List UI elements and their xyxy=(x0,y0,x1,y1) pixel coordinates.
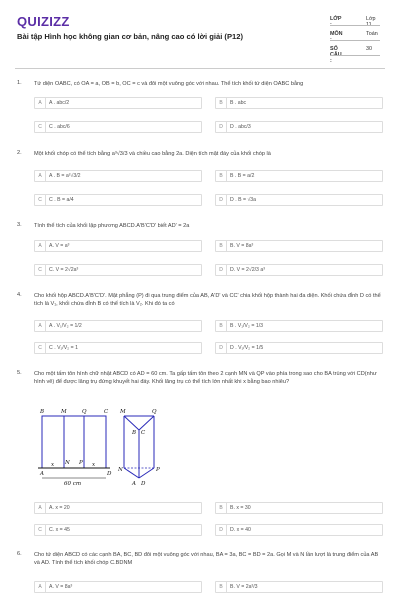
prism-label-c: C xyxy=(141,430,146,436)
option-a[interactable] xyxy=(34,502,202,514)
option-b[interactable] xyxy=(215,320,383,332)
question-number: 4. xyxy=(17,292,22,298)
option-letter: A xyxy=(35,321,46,331)
document-title: Bài tập Hình học không gian cơ bản, nâng cao có lời giải (P12) xyxy=(17,32,243,41)
question-number: 6. xyxy=(17,551,22,557)
label-x-left: x xyxy=(51,462,55,468)
question-text: Tứ diện OABC, có OA = a, OB = b, OC = c và đôi một vuông góc với nhau. Thể tích khối tứ diện OABC bằng xyxy=(34,81,304,87)
option-letter: A xyxy=(35,241,46,251)
option-text: D . B = √3a xyxy=(230,197,257,203)
option-letter: D xyxy=(216,525,227,535)
option-text: A. V = 8a³ xyxy=(49,584,73,590)
class-label: LỚP : xyxy=(330,16,342,28)
option-d[interactable] xyxy=(215,264,383,276)
option-text: B. V = 8a³ xyxy=(230,243,254,249)
option-b[interactable] xyxy=(215,502,383,514)
prism-label-m: M xyxy=(120,409,126,415)
meta-divider xyxy=(330,40,380,41)
option-text: B . V₁/V₂ = 1/3 xyxy=(230,323,264,329)
option-b[interactable] xyxy=(215,170,383,182)
option-text: A . abc/2 xyxy=(49,100,70,106)
option-d[interactable] xyxy=(215,342,383,354)
option-letter: B xyxy=(216,582,227,592)
sheet-rectangle xyxy=(42,416,106,468)
option-text: C . V₁/V₂ = 1 xyxy=(49,345,78,351)
option-c[interactable] xyxy=(34,264,202,276)
quizizz-logo: QUIZIZZ xyxy=(17,14,70,29)
option-letter: C xyxy=(35,265,46,275)
option-letter: D xyxy=(216,343,227,353)
option-text: A. x = 20 xyxy=(49,505,70,511)
question-number: 1. xyxy=(17,80,22,86)
option-c[interactable] xyxy=(34,524,202,536)
option-text: A . V₁/V₂ = 1/2 xyxy=(49,323,82,329)
option-letter: C xyxy=(35,343,46,353)
option-c[interactable] xyxy=(34,342,202,354)
meta-divider xyxy=(330,55,380,56)
prism-edge xyxy=(139,468,154,478)
option-letter: A xyxy=(35,98,46,108)
question-number: 5. xyxy=(17,370,22,376)
option-letter: D xyxy=(216,122,227,132)
question-text: Cho một tấm tôn hình chữ nhật ABCD có AD = 60 cm. Ta gấp tấm tôn theo 2 cạnh MN và QP vào phía trong sao cho BA trùng với CD(như hình vẽ) để được lăng trụ đứng khuyết hai đáy. Khối lăng trụ có thể tích lớn nhất khi x bằng bao nhiêu? xyxy=(34,371,377,385)
label-m: M xyxy=(61,409,67,415)
option-text: C . B = a/4 xyxy=(49,197,74,203)
option-b[interactable] xyxy=(215,240,383,252)
option-c[interactable] xyxy=(34,194,202,206)
option-c[interactable] xyxy=(34,121,202,133)
count-value: 30 xyxy=(366,46,372,52)
option-letter: B xyxy=(216,241,227,251)
width-label: 60 cm xyxy=(64,481,82,487)
question-text: Một khối chóp có thể tích bằng a³√3/3 và chiều cao bằng 2a. Diện tích mặt đáy của khối chóp là xyxy=(34,151,271,157)
option-letter: D xyxy=(216,265,227,275)
question-text: Cho tứ diện ABCD có các cạnh BA, BC, BD đôi một vuông góc với nhau, BA = 3a, BC = BD = 2a. Gọi M và N lần lượt là trung điểm của AB và AD. Tính thể tích khối chóp C.BDNM xyxy=(34,552,379,566)
option-text: C. V = 2√2a³ xyxy=(49,267,79,273)
prism-label-p: P xyxy=(156,467,160,473)
option-text: A . B = a²√3/2 xyxy=(49,173,81,179)
option-b[interactable] xyxy=(215,97,383,109)
option-text: C. x = 45 xyxy=(49,527,70,533)
option-text: D . V₁/V₂ = 1/5 xyxy=(230,345,264,351)
prism-edge xyxy=(124,468,139,478)
question-number: 3. xyxy=(17,222,22,228)
option-a[interactable] xyxy=(34,97,202,109)
option-text: C . abc/6 xyxy=(49,124,70,130)
option-d[interactable] xyxy=(215,121,383,133)
option-a[interactable] xyxy=(34,170,202,182)
option-text: D. V = 2√2/3 a³ xyxy=(230,267,265,273)
option-a[interactable] xyxy=(34,240,202,252)
option-letter: B xyxy=(216,503,227,513)
prism-label-n: N xyxy=(118,467,123,473)
question-text: Tính thể tích của khối lập phương ABCD.A'B'C'D' biết AD' = 2a xyxy=(34,223,190,229)
prism-edge xyxy=(124,416,139,430)
option-a[interactable] xyxy=(34,581,202,593)
option-letter: A xyxy=(35,503,46,513)
option-letter: A xyxy=(35,171,46,181)
prism-label-b: B xyxy=(132,430,137,436)
option-text: B. V = 2a³/3 xyxy=(230,584,258,590)
option-letter: B xyxy=(216,98,227,108)
question-text: Cho khối hộp ABCD.A'B'C'D'. Mặt phẳng (P) đi qua trung điểm của AB, A'D' và CC' chia khối hộp thành hai đa diện. Khối chứa đỉnh D có thể tích là V₁, khối chứa đỉnh B có thể tích là V₂. Khi đó ta có xyxy=(34,293,381,307)
subject-value: Toán xyxy=(366,31,378,37)
prism-label-q: Q xyxy=(152,409,157,415)
count-label: SỐ CÂU : xyxy=(330,46,342,64)
label-x-right: x xyxy=(92,462,96,468)
option-text: D. x = 40 xyxy=(230,527,251,533)
option-text: B. x = 30 xyxy=(230,505,251,511)
option-text: D . abc/3 xyxy=(230,124,251,130)
prism-label-a: A xyxy=(132,481,136,487)
option-letter: C xyxy=(35,525,46,535)
option-letter: B xyxy=(216,171,227,181)
label-b: B xyxy=(40,409,45,415)
option-letter: C xyxy=(35,122,46,132)
option-letter: D xyxy=(216,195,227,205)
option-letter: C xyxy=(35,195,46,205)
question-number: 2. xyxy=(17,150,22,156)
option-text: A. V = a³ xyxy=(49,243,70,249)
label-n: N xyxy=(65,460,70,466)
option-letter: A xyxy=(35,582,46,592)
meta-divider xyxy=(330,25,380,26)
folding-sheet-figure xyxy=(34,406,164,488)
header-divider xyxy=(15,68,385,69)
option-text: B . B = a/2 xyxy=(230,173,255,179)
option-letter: B xyxy=(216,321,227,331)
page-header xyxy=(0,0,400,64)
option-text: B . abc xyxy=(230,100,247,106)
option-d[interactable] xyxy=(215,194,383,206)
option-a[interactable] xyxy=(34,320,202,332)
label-a: A xyxy=(40,471,44,477)
label-p: P xyxy=(79,460,83,466)
prism-edge xyxy=(139,416,154,430)
option-b[interactable] xyxy=(215,581,383,593)
subject-label: MÔN : xyxy=(330,31,343,43)
label-d: D xyxy=(107,471,112,477)
class-value: Lớp 11 xyxy=(366,16,376,28)
prism-label-d: D xyxy=(141,481,146,487)
option-d[interactable] xyxy=(215,524,383,536)
label-c: C xyxy=(104,409,109,415)
label-q: Q xyxy=(82,409,87,415)
